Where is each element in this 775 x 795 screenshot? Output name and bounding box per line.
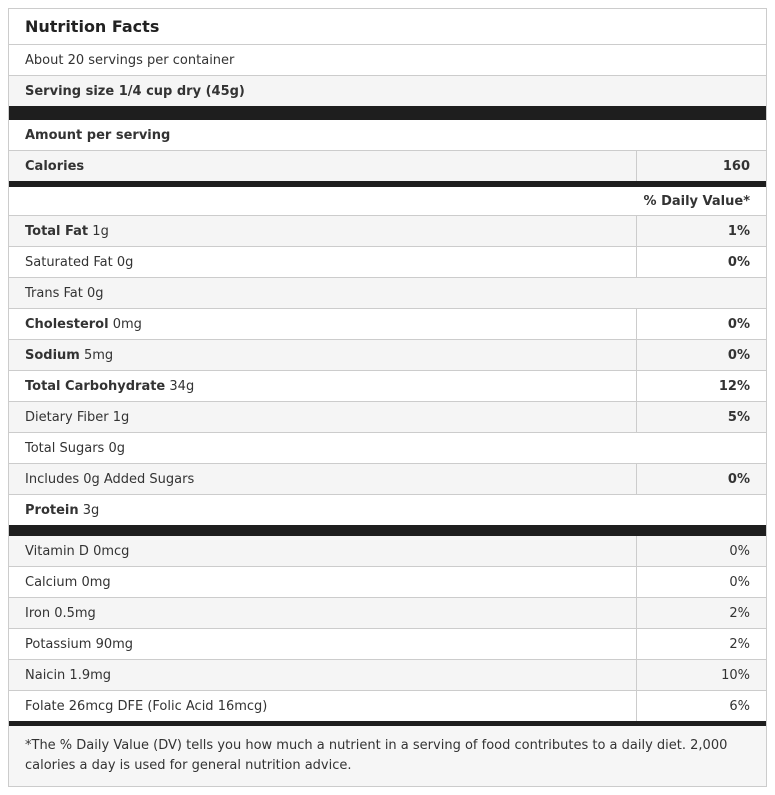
thick-separator-vitamins — [9, 525, 766, 536]
vitamin-row-iron — [9, 598, 766, 629]
serving-size: Serving size 1/4 cup dry (45g) — [25, 83, 245, 99]
nutrient-dv: 12% — [636, 371, 766, 401]
nutrient-name: Total Carbohydrate 34g — [25, 378, 195, 394]
vitamin-row-naicin — [9, 660, 766, 691]
label-title: Nutrition Facts — [9, 9, 766, 45]
vitamin-dv: 0% — [636, 567, 766, 597]
nutrient-row-protein — [9, 495, 766, 525]
nutrient-name: Dietary Fiber 1g — [25, 409, 130, 425]
daily-value-footnote: *The % Daily Value (DV) tells you how much a nutrient in a serving of food contributes to a daily diet. 2,000 calories a day is used for general nutrition advice. — [9, 726, 766, 786]
vitamin-dv: 10% — [636, 660, 766, 690]
nutrient-name: Total Fat 1g — [25, 223, 109, 239]
vitamin-dv: 2% — [636, 598, 766, 628]
vitamin-name: Calcium 0mg — [25, 574, 111, 590]
nutrition-facts-label — [8, 8, 767, 787]
vitamin-dv: 0% — [636, 536, 766, 566]
nutrient-name: Total Sugars 0g — [25, 440, 125, 456]
vitamin-dv: 2% — [636, 629, 766, 659]
nutrient-name: Saturated Fat 0g — [25, 254, 134, 270]
nutrient-name: Cholesterol 0mg — [25, 316, 142, 332]
nutrient-row-total-fat — [9, 216, 766, 247]
vitamin-row-folate — [9, 691, 766, 721]
nutrient-row-dietary-fiber — [9, 402, 766, 433]
nutrient-row-sodium — [9, 340, 766, 371]
vitamin-row-calcium — [9, 567, 766, 598]
vitamin-name: Iron 0.5mg — [25, 605, 96, 621]
vitamin-name: Potassium 90mg — [25, 636, 134, 652]
nutrient-dv: 1% — [636, 216, 766, 246]
serving-size-row — [9, 76, 766, 106]
nutrient-name: Trans Fat 0g — [25, 285, 104, 301]
nutrient-dv: 0% — [636, 464, 766, 494]
nutrient-name: Protein 3g — [25, 502, 100, 518]
nutrient-name: Includes 0g Added Sugars — [25, 471, 195, 487]
servings-per-container: About 20 servings per container — [25, 52, 235, 68]
nutrient-row-cholesterol — [9, 309, 766, 340]
nutrient-dv: 0% — [636, 309, 766, 339]
nutrient-row-saturated-fat — [9, 247, 766, 278]
vitamin-row-potassium — [9, 629, 766, 660]
nutrient-row-total-sugars — [9, 433, 766, 464]
servings-per-container-row — [9, 45, 766, 76]
nutrient-row-total-carbohydrate — [9, 371, 766, 402]
nutrient-row-added-sugars — [9, 464, 766, 495]
daily-value-header: % Daily Value* — [9, 187, 766, 216]
calories-value: 160 — [636, 151, 766, 181]
amount-per-serving-row — [9, 120, 766, 151]
vitamin-name: Vitamin D 0mcg — [25, 543, 130, 559]
nutrient-dv: 0% — [636, 340, 766, 370]
nutrient-dv: 0% — [636, 247, 766, 277]
vitamin-name: Folate 26mcg DFE (Folic Acid 16mcg) — [25, 698, 268, 714]
calories-row — [9, 151, 766, 181]
vitamin-name: Naicin 1.9mg — [25, 667, 112, 683]
vitamin-row-vitamin-d — [9, 536, 766, 567]
thick-separator-top — [9, 106, 766, 120]
amount-per-serving: Amount per serving — [25, 127, 171, 143]
calories-label: Calories — [25, 158, 85, 174]
nutrient-dv: 5% — [636, 402, 766, 432]
nutrient-row-trans-fat — [9, 278, 766, 309]
nutrient-name: Sodium 5mg — [25, 347, 114, 363]
vitamin-dv: 6% — [636, 691, 766, 721]
